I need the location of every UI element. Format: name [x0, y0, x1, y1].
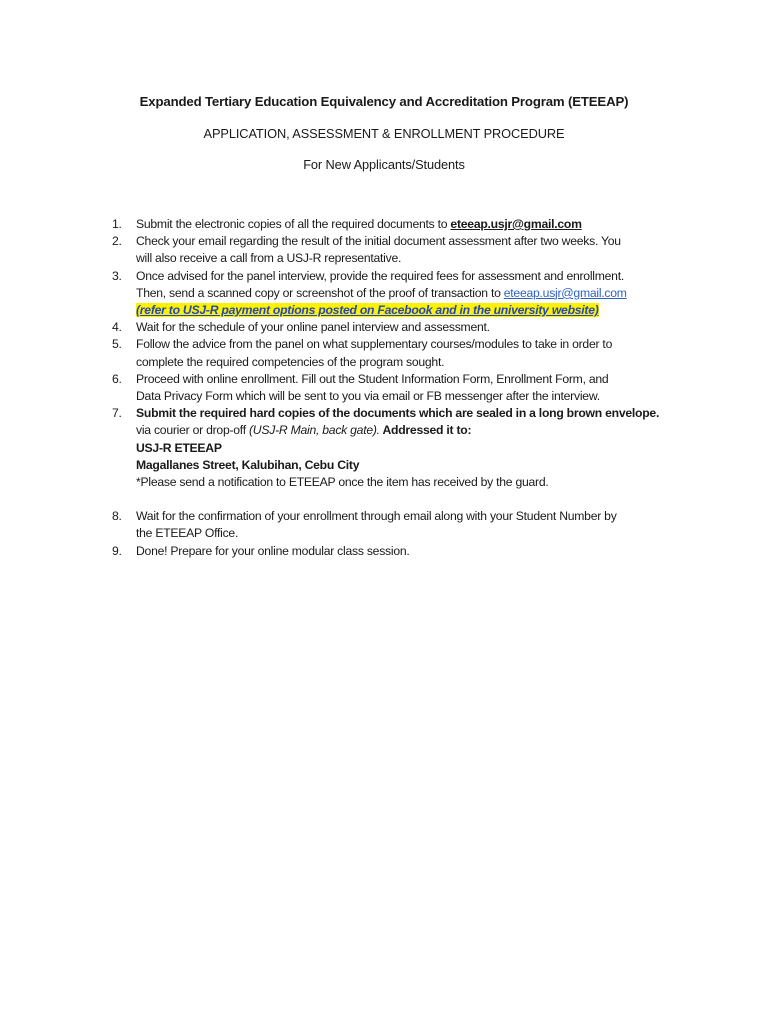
- address-street: Magallanes Street, Kalubihan, Cebu City: [136, 457, 360, 472]
- step-8: [112, 508, 692, 542]
- step-3: [112, 268, 692, 320]
- step-number: 5.: [112, 337, 122, 352]
- step-4: [112, 319, 692, 336]
- step-number: 7.: [112, 406, 122, 421]
- email-link[interactable]: eteeap.usjr@gmail.com: [503, 285, 627, 300]
- step-text: Follow the advice from the panel on what supplementary courses/modules to take in order to: [136, 337, 613, 352]
- step-text: Submit the required hard copies of the documents which are sealed in a long brown envelope.: [136, 406, 660, 421]
- step-number: 6.: [112, 371, 122, 386]
- payment-note-highlight: (refer to USJ-R payment options posted on Facebook and in the university website): [136, 303, 599, 318]
- document-title: Expanded Tertiary Education Equivalency and Accreditation Program (ETEEAP): [139, 94, 629, 109]
- step-5: [112, 336, 692, 370]
- procedure-list: [112, 216, 692, 560]
- email-link[interactable]: eteeap.usjr@gmail.com: [450, 217, 582, 231]
- step-number: 8.: [112, 509, 122, 524]
- audience-line: For New Applicants/Students: [303, 157, 465, 172]
- step-text: the ETEEAP Office.: [136, 526, 239, 541]
- step-text: Once advised for the panel interview, provide the required fees for assessment and enrollment.: [136, 268, 624, 283]
- step-number: 2.: [112, 234, 122, 249]
- step-text: Done! Prepare for your online modular class session.: [136, 543, 410, 558]
- address-name: USJ-R ETEEAP: [136, 440, 222, 455]
- step-text: Proceed with online enrollment. Fill out the Student Information Form, Enrollment Form, and: [136, 371, 609, 386]
- step-text: Check your email regarding the result of the initial document assessment after two weeks. You: [136, 234, 621, 249]
- notification-note: *Please send a notification to ETEEAP once the item has received by the guard.: [136, 475, 549, 490]
- step-text: complete the required competencies of the program sought.: [136, 354, 445, 369]
- step-text: Then, send a scanned copy or screenshot of the proof of transaction to: [136, 285, 504, 300]
- step-9: [112, 543, 692, 560]
- step-text: Wait for the schedule of your online panel interview and assessment.: [136, 320, 490, 335]
- document-subtitle: APPLICATION, ASSESSMENT & ENROLLMENT PROCEDURE: [203, 126, 565, 141]
- step-text: via courier or drop-off: [136, 423, 249, 438]
- spacer: [112, 491, 692, 508]
- step-7: [112, 405, 692, 491]
- step-text: Submit the electronic copies of all the required documents to: [136, 217, 451, 231]
- step-number: 1.: [112, 217, 122, 231]
- step-text: Wait for the confirmation of your enrollment through email along with your Student Number by: [136, 509, 617, 524]
- step-number: 9.: [112, 543, 122, 558]
- step-2: [112, 233, 692, 267]
- drop-off-location: (USJ-R Main, back gate).: [249, 423, 380, 438]
- step-number: 3.: [112, 268, 122, 283]
- step-text: will also receive a call from a USJ-R representative.: [136, 251, 402, 266]
- step-text: Addressed it to:: [379, 423, 472, 438]
- step-6: [112, 371, 692, 405]
- step-number: 4.: [112, 320, 122, 335]
- step-text: Data Privacy Form which will be sent to you via email or FB messenger after the interview.: [136, 389, 600, 404]
- step-1: [112, 216, 692, 233]
